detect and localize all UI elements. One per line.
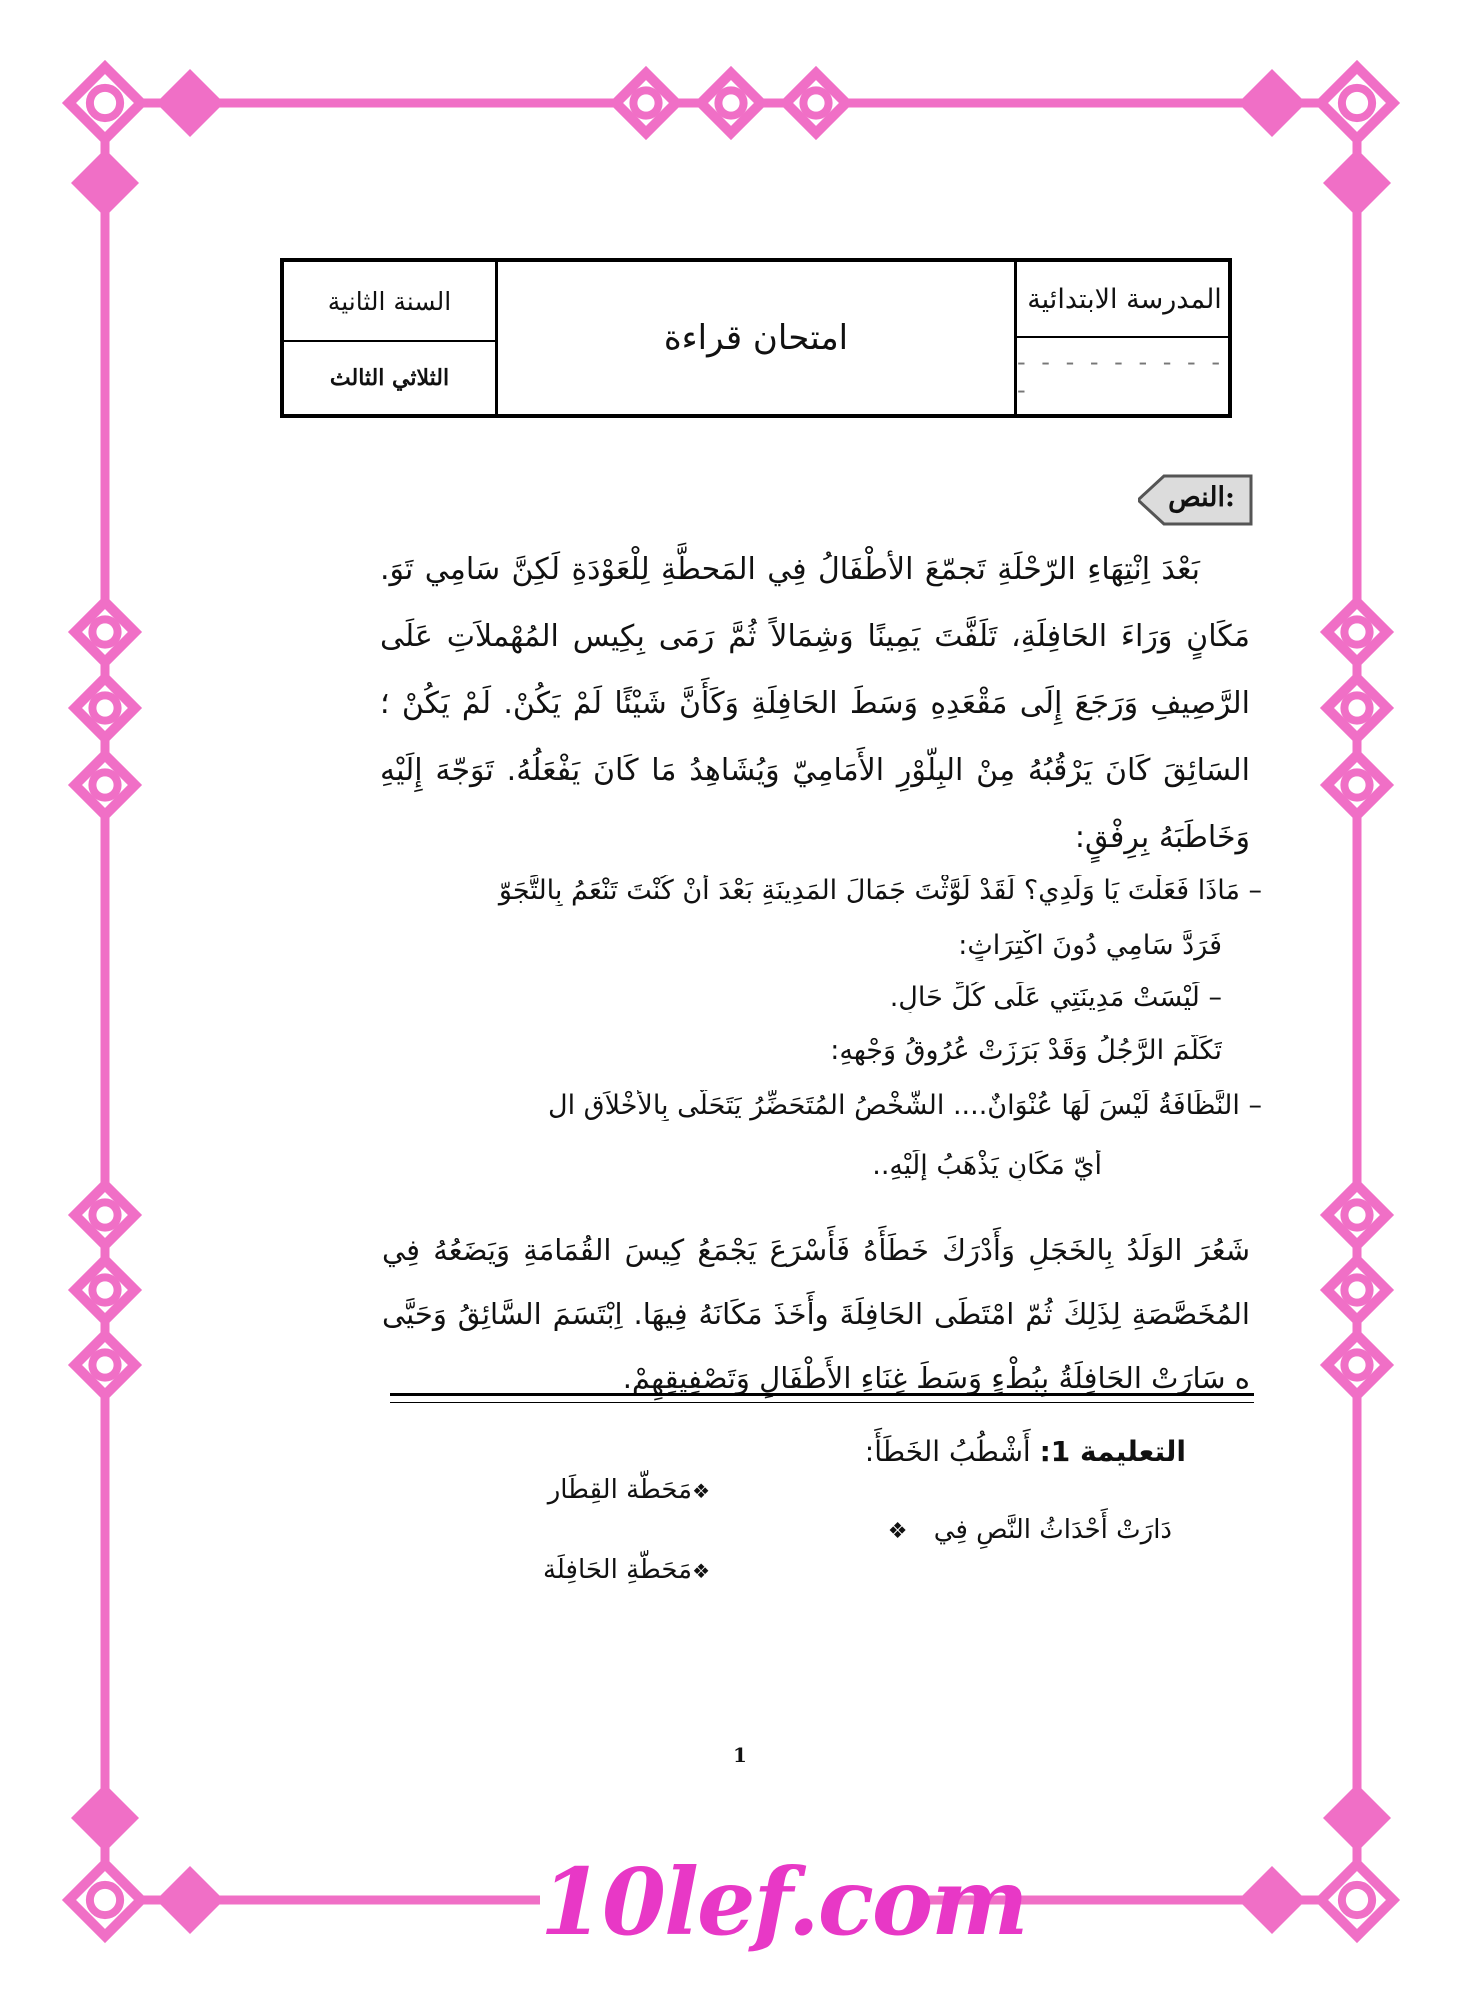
dialogue-line-3: – لَيْسَتْ مَدِينَتِي عَلَى كُلِّ حَالٍ. <box>889 982 1222 1013</box>
watermark-text: 10lef.com <box>540 1848 1027 1956</box>
separator-double-rule <box>390 1393 1254 1396</box>
ornament-ring-center <box>92 619 117 644</box>
passage-paragraph-1: بَعْدَ اِنْتِهَاءِ الرّحْلَةِ تَجمّعَ الأطْفَالُ فِي المَحطَّةِ لِلْعَوْدَةِ لَكِنَّ سَامِي تَوَ. مَكَانٍ وَرَاءَ الحَافِلَةِ، تَلَفَّتَ يَمِينًا وَشِمَالاً ثُمَّ رَمَى بِكِيس المُهْملاَتِ عَلَى الرَّصِيفِ وَرَجَعَ إِلَى مَقْعَدِهِ وَسَطَ الحَافِلَةِ وَكَأَنَّ شَيْئًا لَمْ يَكُنْ. لَمْ يَكُنْ ؛ السَائِقَ كَانَ يَرْقُبُهُ مِنْ البِلّوْرِ الأَمَامِيّ وَيُشَاهِدُ مَا كَانَ يَفْعَلُهُ. تَوَجّهَ إِلَيْهِ وَخَاطَبَهُ بِرِفْقٍ: <box>380 552 1250 855</box>
term-label: الثلاثي الثالث <box>329 365 450 391</box>
ornament-ring-center <box>1344 1277 1369 1302</box>
ornament-ring-center <box>92 1202 117 1227</box>
bullet-icon: ❖ <box>692 1559 710 1583</box>
ornament-ring-center <box>1344 1352 1369 1377</box>
ornament-ring-center <box>92 1277 117 1302</box>
ornament-ring-center <box>1344 695 1369 720</box>
bullet-icon: ❖ <box>692 1479 710 1503</box>
ornament-ring-center <box>718 90 743 115</box>
bullet-icon: ❖ <box>887 1519 908 1544</box>
text-label: النص: <box>1168 482 1235 513</box>
ornament-ring-center <box>1344 772 1369 797</box>
ornament-diamond <box>1238 1866 1306 1934</box>
ornament-ring-center <box>633 90 658 115</box>
ornament-diamond <box>1238 69 1306 137</box>
ornament-diamond <box>156 69 224 137</box>
option-label: مَحَطّة القِطَار <box>547 1475 693 1505</box>
ornament-ring-center <box>1344 1202 1369 1227</box>
ornament-ring-center <box>90 88 120 118</box>
option-bus-station[interactable] <box>543 1555 710 1585</box>
ornament-ring-center <box>90 1885 120 1915</box>
grade-label: السنة الثانية <box>327 286 452 316</box>
option-label: مَحَطّةِ الحَافِلَة <box>542 1555 693 1585</box>
dialogue-line-1: – مَاذَا فَعَلْتَ يَا وَلَدِي؟ لَقَدْ لَوَّثْتَ جَمَالَ المَدِينَةِ بَعْدَ أَنْ كُنْتَ تَنْعَمُ بِالتَّجَوّ <box>498 875 1262 906</box>
ornament-diamond <box>1323 1784 1391 1852</box>
ornament-ring-center <box>1344 619 1369 644</box>
ornament-ring-center <box>92 695 117 720</box>
ornament-ring-center <box>1342 1885 1372 1915</box>
ornament-diamond <box>71 1784 139 1852</box>
site-logo <box>540 1842 1027 1962</box>
ornament-ring-center <box>803 90 828 115</box>
dialogue-line-2: فَرَدَّ سَامِي دُونَ اكْتِرَاثٍ: <box>958 930 1222 961</box>
text-label-tag <box>1138 474 1253 526</box>
dialogue-line-4: تَكَلَّمَ الرَّجُلُ وَقَدْ بَرَزَتْ عُرُوقُ وَجْهِهِ: <box>830 1035 1222 1066</box>
question-stem <box>888 1515 1172 1545</box>
instruction-text: أَشْطُبُ الخَطَأَ: <box>864 1435 1031 1468</box>
school-name: المدرسة الابتدائية <box>1027 283 1222 315</box>
exam-title: امتحان قراءة <box>663 318 849 358</box>
header-table <box>280 258 1232 418</box>
separator-rule <box>390 1402 1254 1403</box>
instruction-1 <box>865 1435 1186 1468</box>
school-blank: - - - - - - - - - - <box>1017 348 1224 404</box>
page-number: 1 <box>733 1743 747 1767</box>
passage-paragraph-2: شَعُرَ الوَلَدُ بِالخَجَلِ وَأَدْرَكَ خَطَأَهُ فَأَسْرَعَ يَجْمَعُ كِيسَ القُمَامَةِ وَيَضَعُهُ فِي المُخَصَّصَةِ لِذَلِكَ ثُمّ امْتَطَى الحَافِلَةَ وأَخَذَ مَكَانَهُ فِيهَا. اِبْتَسَمَ السَّائِقُ وَحَيَّى ه سَارَتْ الحَافِلَةُ بِبُطْءٍ وَسَطَ غِنَاءِ الأَطْفَالِ وَتَصْفِيقِهِمْ. <box>382 1233 1250 1395</box>
ornament-ring-center <box>1342 88 1372 118</box>
option-train-station[interactable] <box>548 1475 710 1505</box>
ornament-ring-center <box>92 772 117 797</box>
instruction-label: التعليمة 1: <box>1039 1435 1186 1468</box>
dialogue-line-6: أَيّ مَكَانٍ يَذْهَبُ إِلَيْهِ.. <box>872 1150 1102 1181</box>
ornament-diamond <box>1323 149 1391 217</box>
ornament-diamond <box>156 1866 224 1934</box>
ornament-diamond <box>71 149 139 217</box>
question-stem-text: دَارَتْ أَحْدَاثُ النَّصِ فِي <box>933 1515 1172 1545</box>
ornament-ring-center <box>92 1352 117 1377</box>
dialogue-line-5: – النَّظَافَةُ لَيْسَ لَهَا عُنْوَانٌ.... الشَّخْصُ المُتَحَضِّرُ يَتَحَلَّى بِالأَخْلاَقِ ال <box>547 1090 1262 1121</box>
